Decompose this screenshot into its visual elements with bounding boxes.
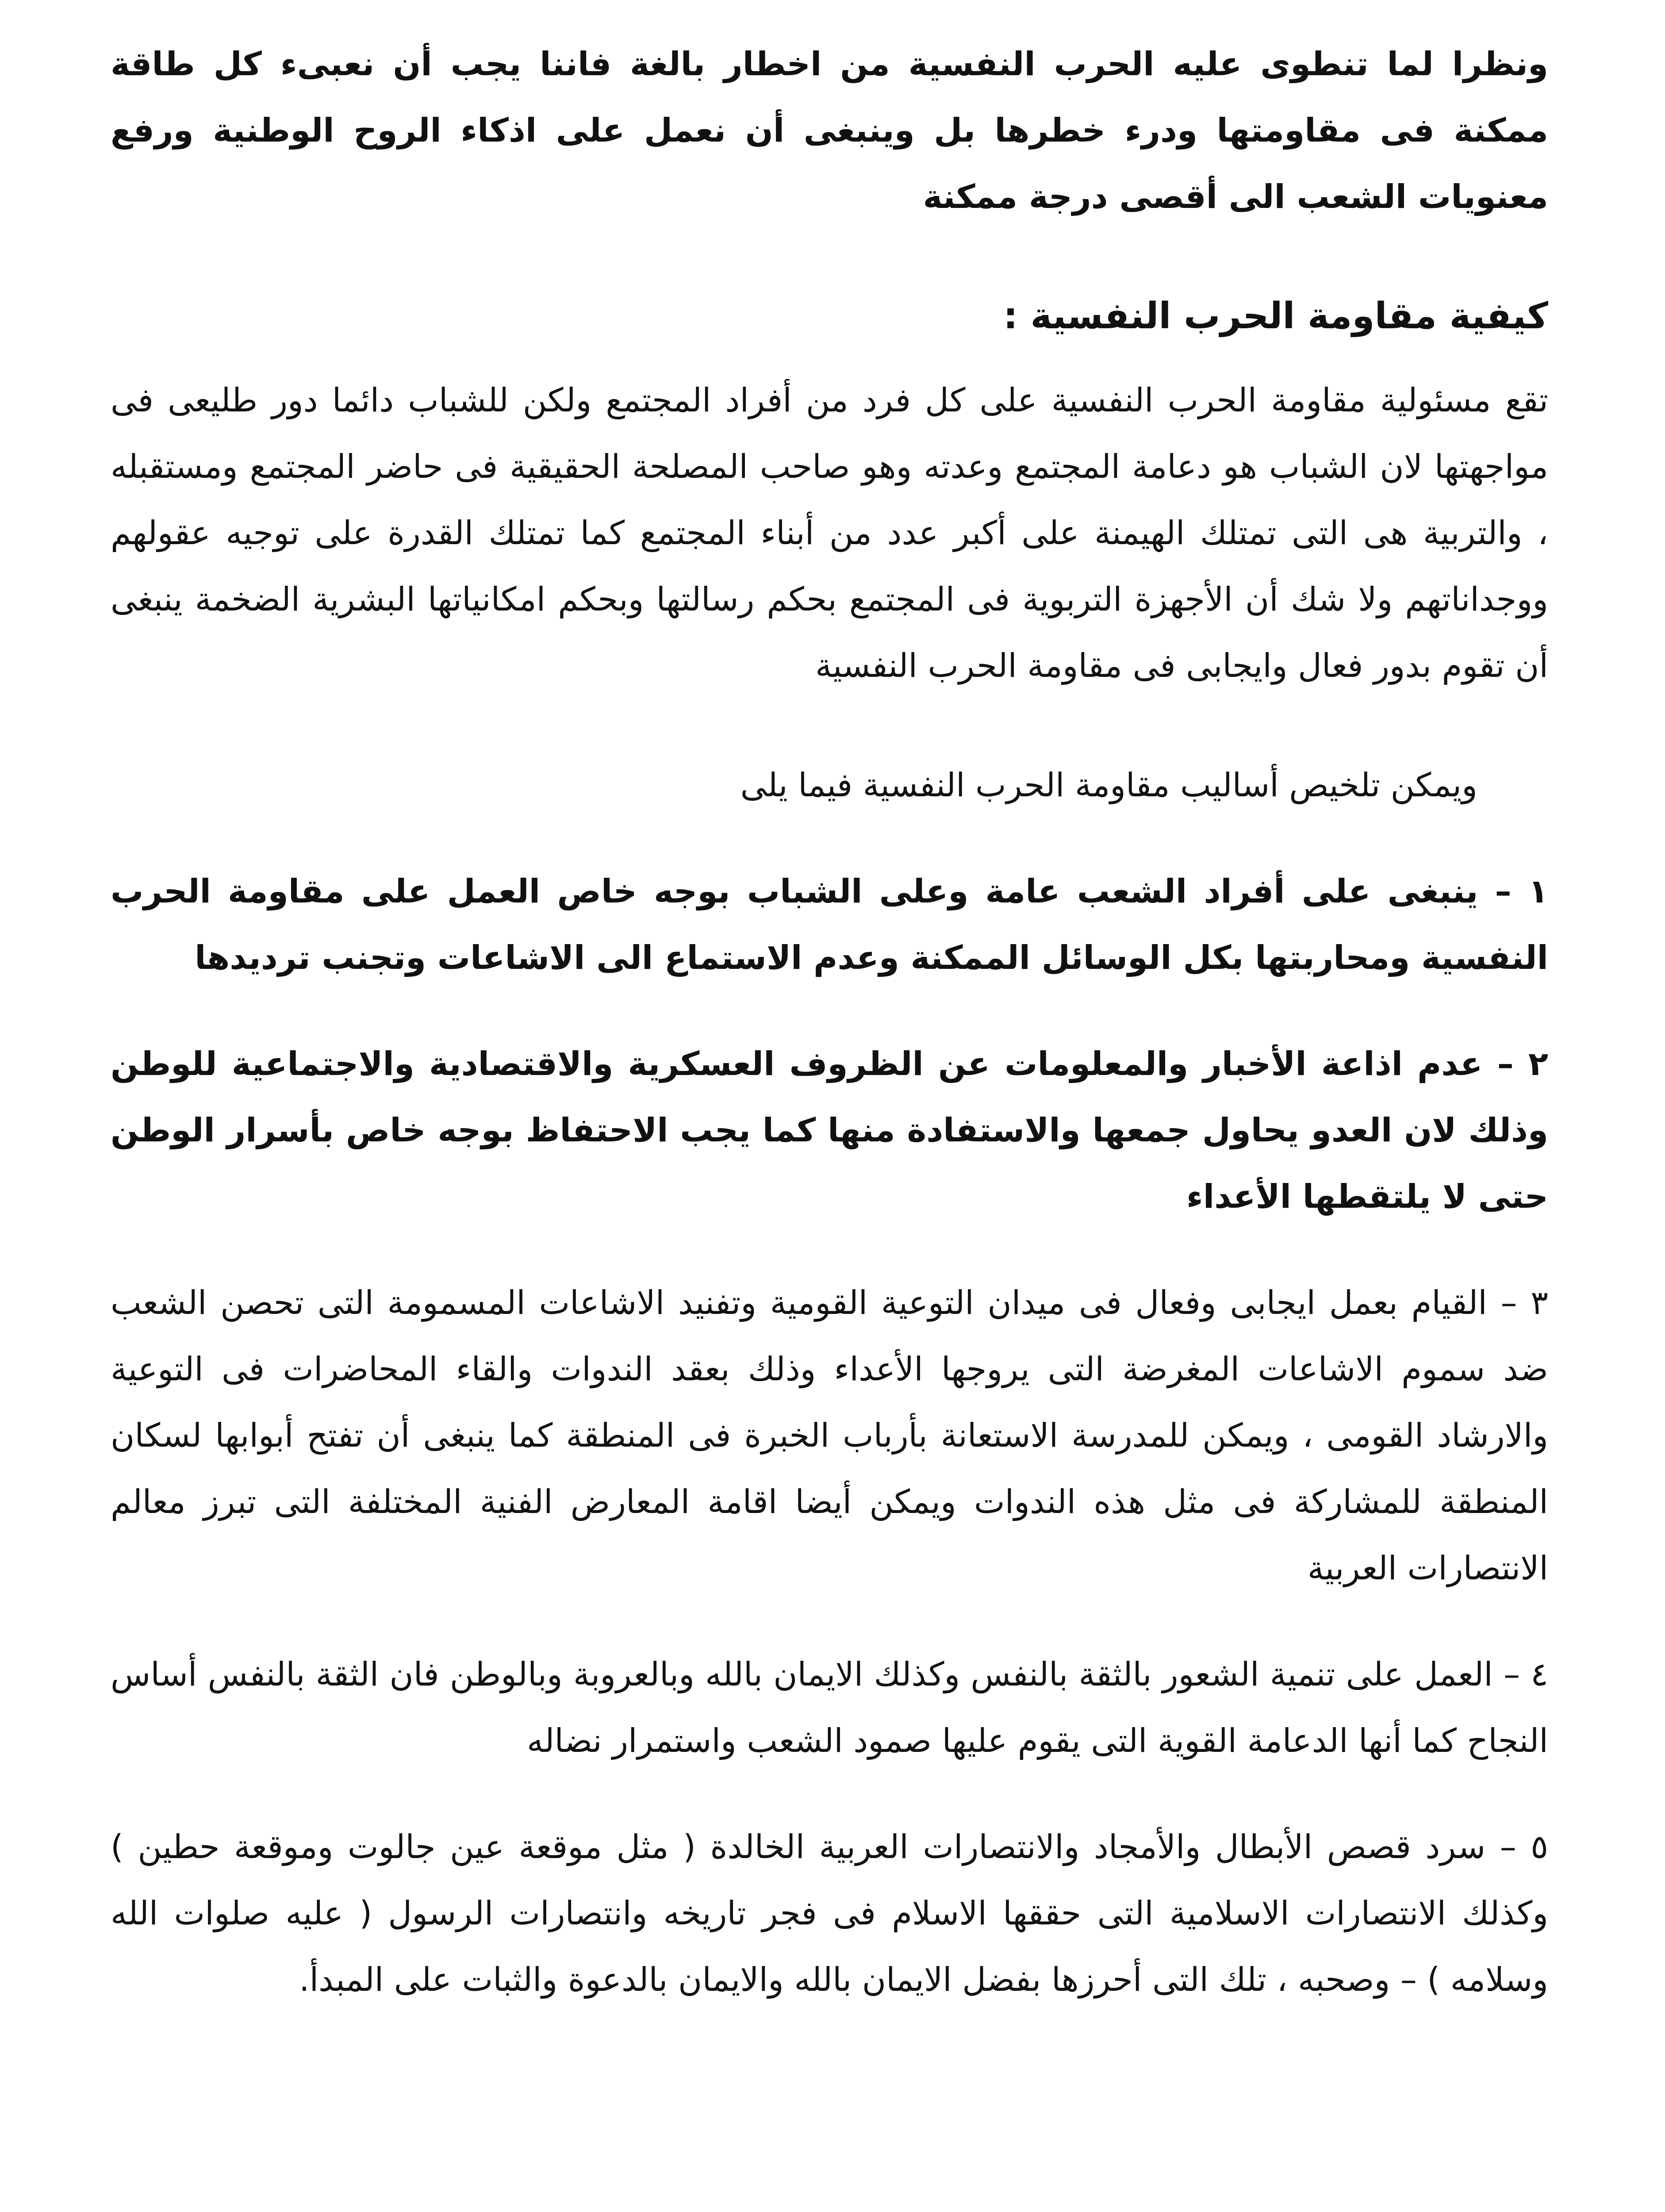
list-item-number: ٢ –	[1497, 1045, 1548, 1083]
list-item-text: عدم اذاعة الأخبار والمعلومات عن الظروف العسكرية والاقتصادية والاجتماعية للوطن وذلك لان العدو يحاول جمعها والاستفادة منها كما يجب الاحتفاظ بوجه خاص بأسرار الوطن حتى لا يلتقطها الأعداء	[111, 1045, 1548, 1216]
list-item-text: ينبغى على أفراد الشعب عامة وعلى الشباب بوجه خاص العمل على مقاومة الحرب النفسية ومحاربتها بكل الوسائل الممكنة وعدم الاستماع الى الاشاعات وتجنب ترديدها	[111, 872, 1548, 977]
list-item-text: القيام بعمل ايجابى وفعال فى ميدان التوعية القومية وتفنيد الاشاعات المسمومة التى تحصن الشعب ضد سموم الاشاعات المغرضة التى يروجها الأعداء وذلك بعقد الندوات والقاء المحاضرات فى التوعية والارشاد القومى ، ويمكن للمدرسة الاستعانة بأرباب الخبرة فى المنطقة كما ينبغى أن تفتح أبوابها لسكان المنطقة للمشاركة فى مثل هذه الندوات ويمكن أيضا اقامة المعارض الفنية المختلفة التى تبرز معالم الانتصارات العربية	[111, 1284, 1548, 1587]
list-item-text: سرد قصص الأبطال والأمجاد والانتصارات العربية الخالدة ( مثل موقعة عين جالوت وموقعة حطين ) وكذلك الانتصارات الاسلامية التى حققها الاسلام فى فجر تاريخه وانتصارات الرسول ( عليه صلوات الله وسلامه ) – وصحبه ، تلك التى أحرزها بفضل الايمان بالله والايمان بالدعوة والثبات على المبدأ.	[111, 1828, 1548, 1999]
list-item-number: ٣ –	[1500, 1284, 1548, 1322]
summary-line: ويمكن تلخيص أساليب مقاومة الحرب النفسية فيما يلى	[740, 766, 1477, 804]
section-heading: كيفية مقاومة الحرب النفسية :	[1003, 295, 1548, 337]
list-item-number: ١ –	[1495, 872, 1549, 910]
list-item	[111, 1270, 1548, 1601]
list-item-number: ٥ –	[1500, 1828, 1548, 1866]
list-item	[111, 1814, 1548, 2013]
intro-paragraph: ونظرا لما تنطوى عليه الحرب النفسية من اخطار بالغة فاننا يجب أن نعبىء كل طاقة ممكنة فى مقاومتها ودرء خطرها بل وينبغى أن نعمل على اذكاء الروح الوطنية ورفع معنويات الشعب الى أقصى درجة ممكنة	[111, 45, 1548, 216]
list-item	[111, 1641, 1548, 1774]
list-item-number: ٤ –	[1504, 1655, 1548, 1694]
body-paragraph: تقع مسئولية مقاومة الحرب النفسية على كل فرد من أفراد المجتمع ولكن للشباب دائما دور طليعى فى مواجهتها لان الشباب هو دعامة المجتمع وعدته وهو صاحب المصلحة الحقيقية فى حاضر المجتمع ومستقبله ، والتربية هى التى تمتلك الهيمنة على أكبر عدد من أبناء المجتمع كما تمتلك القدرة على توجيه عقولهم ووجداناتهم ولا شك أن الأجهزة التربوية فى المجتمع بحكم رسالتها وبحكم امكانياتها البشرية الضخمة ينبغى أن تقوم بدور فعال وايجابى فى مقاومة الحرب النفسية	[111, 381, 1548, 685]
document-page	[111, 31, 1548, 2212]
list-item-text: العمل على تنمية الشعور بالثقة بالنفس وكذلك الايمان بالله وبالعروبة وبالوطن فان الثقة بالنفس أساس النجاح كما أنها الدعامة القوية التى يقوم عليها صمود الشعب واستمرار نضاله	[111, 1655, 1548, 1760]
list-item	[111, 1031, 1548, 1230]
list-item	[111, 858, 1548, 991]
